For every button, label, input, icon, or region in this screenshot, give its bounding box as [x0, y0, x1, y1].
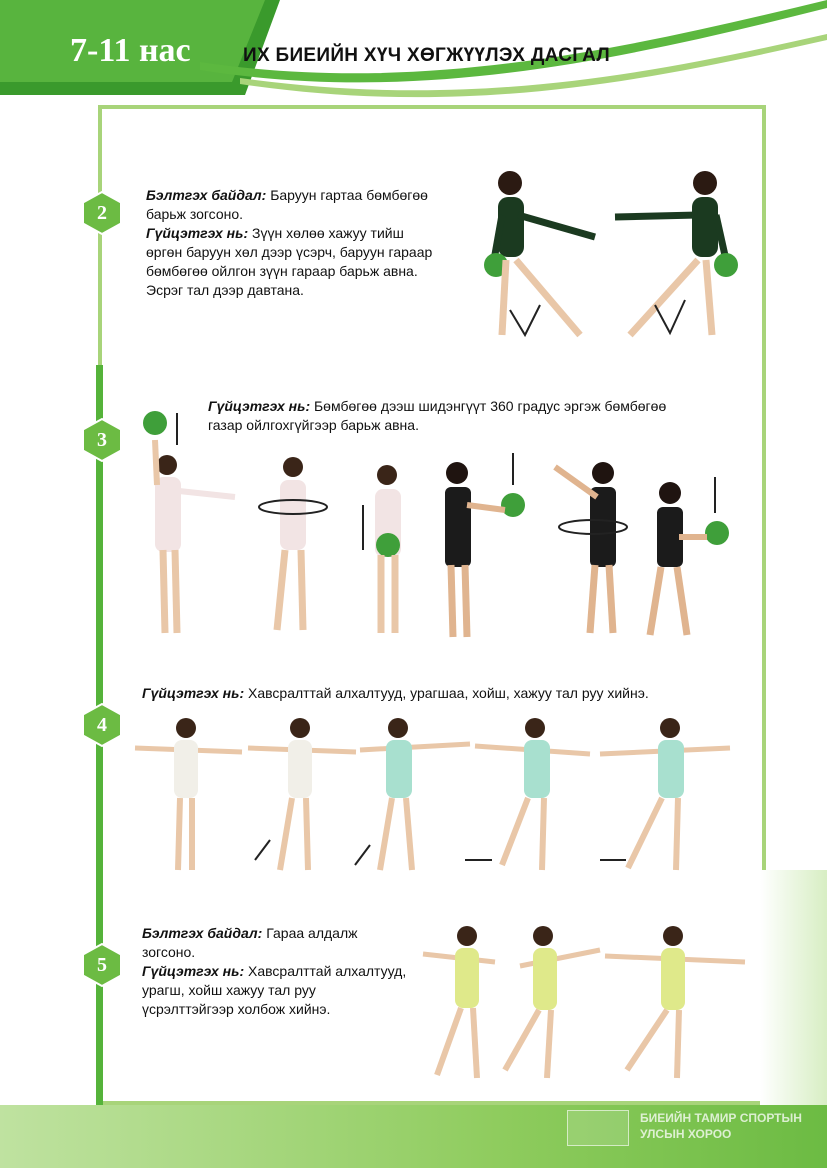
- step-number-badge: 3: [80, 418, 124, 462]
- perform-label: Гүйцэтгэх нь:: [142, 685, 245, 701]
- prep-label: Бэлтгэх байдал:: [142, 925, 263, 941]
- org-logo: [567, 1110, 629, 1146]
- gymnast-photo: [505, 926, 600, 1078]
- right-accent: [760, 870, 827, 1110]
- exercise-3-photos: [135, 405, 745, 645]
- gymnast-photo: [555, 462, 627, 633]
- perform-label: Гүйцэтгэх нь:: [208, 398, 311, 414]
- gymnast-photo: [363, 465, 401, 633]
- step-number-badge: 5: [80, 943, 124, 987]
- exercise-2-text: Бэлтгэх байдал: Баруун гартаа бөмбөгөө барьж зогсоно. Гүйцэтгэх нь: Зүүн хөлөө хажуу тийш өргөн баруун хөл дээр үсэрч, баруун гараар бөмбөгөө ойлгон зүүн гараар барьж авна. Эсрэг тал дээр давтана.: [146, 187, 433, 298]
- gymnast-photo: [445, 453, 525, 637]
- exercise-4-photos: [130, 710, 740, 880]
- gymnast-photo: [423, 926, 495, 1078]
- gymnast-photo: [600, 718, 730, 870]
- exercise-5-photos: [415, 920, 750, 1085]
- gymnast-photo: [615, 171, 738, 335]
- exercise-5-text: Бэлтгэх байдал: Гараа алдалж зогсоно. Гүйцэтгэх нь: Хавсралттай алхалтууд, урагш, хойш хажуу тал руу үсрэлттэйгээр холбож хийнэ.: [142, 925, 407, 1017]
- prep-label: Бэлтгэх байдал:: [146, 187, 267, 203]
- gymnast-photo: [484, 171, 595, 335]
- org-line-1: БИЕИЙН ТАМИР СПОРТЫН: [640, 1111, 802, 1125]
- exercise-4-text: Гүйцэтгэх нь: Хавсралттай алхалтууд, урагшаа, хойш, хажуу тал руу хийнэ.: [142, 685, 649, 701]
- age-badge: 7-11 нас: [70, 32, 191, 69]
- gymnast-photo: [465, 718, 590, 870]
- exercise-2-photos: [480, 165, 750, 350]
- gymnast-photo: [248, 718, 356, 870]
- exercise-3-text: Гүйцэтгэх нь: Бөмбөгөө дээш шидэнгүүт 360 градус эргэж бөмбөгөө газар ойлгохгүйгээр барьж авна.: [208, 398, 667, 433]
- step-number-badge: 4: [80, 703, 124, 747]
- perform-label: Гүйцэтгэх нь:: [142, 963, 245, 979]
- org-line-2: УЛСЫН ХОРОО: [640, 1127, 732, 1141]
- gymnast-photo: [135, 718, 242, 870]
- gymnast-photo: [605, 926, 745, 1078]
- gymnast-photo: [259, 457, 327, 630]
- gymnast-photo: [355, 718, 470, 870]
- perform-label: Гүйцэтгэх нь:: [146, 225, 249, 241]
- gymnast-photo: [143, 411, 235, 633]
- gymnast-photo: [650, 477, 729, 635]
- footer-org: [640, 1110, 802, 1142]
- step-number-badge: 2: [80, 191, 124, 235]
- page-title: ИХ БИЕИЙН ХҮЧ ХӨГЖҮҮЛЭХ ДАСГАЛ: [243, 45, 610, 66]
